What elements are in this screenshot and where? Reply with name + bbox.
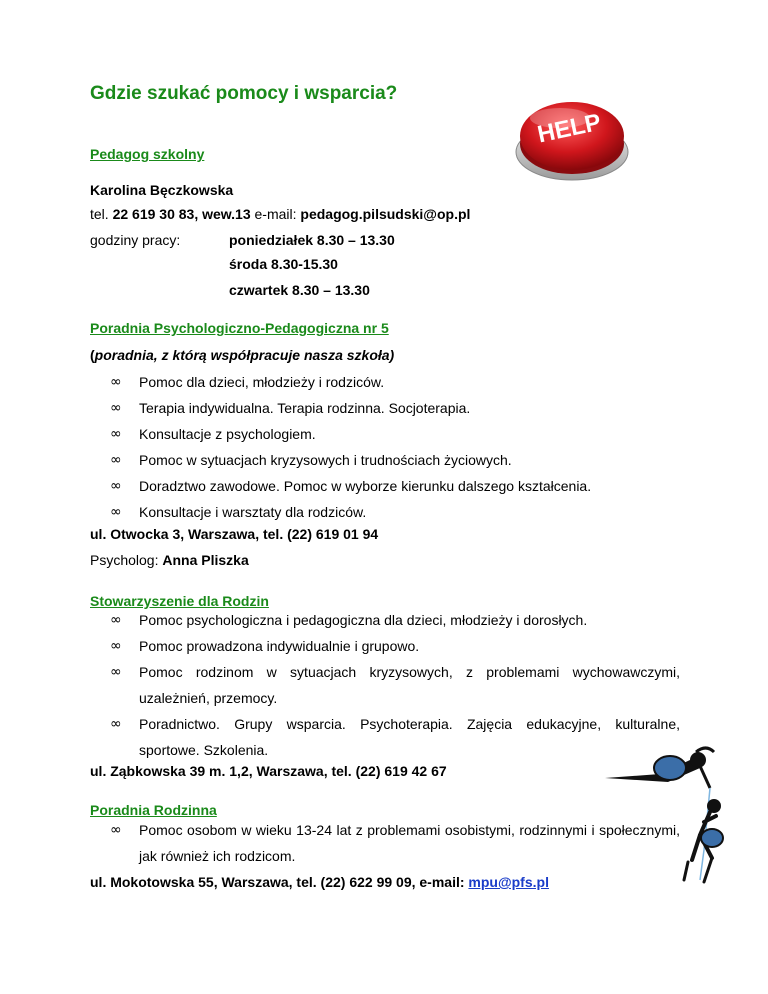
list-item-text: Konsultacje z psychologiem. [139, 426, 316, 442]
bullet-icon: ∞ [110, 478, 122, 494]
bullet-icon: ∞ [110, 822, 122, 838]
family-clinic-services-list [110, 817, 680, 869]
family-clinic-address [90, 874, 549, 890]
family-clinic-email-link[interactable]: mpu@pfs.pl [468, 874, 549, 890]
list-item [110, 447, 680, 473]
list-item-text: Poradnictwo. Grupy wsparcia. Psychoterapia. Zajęcia edukacyjne, kulturalne, sportowe. Szkolenia. [139, 716, 680, 758]
list-item-text: Pomoc dla dzieci, młodzieży i rodziców. [139, 374, 385, 390]
family-clinic-address-text: ul. Mokotowska 55, Warszawa, tel. (22) 622 99 09, e-mail: [90, 874, 465, 890]
list-item [110, 499, 680, 525]
list-item-text: Doradztwo zawodowe. Pomoc w wyborze kierunku dalszego kształcenia. [139, 478, 592, 494]
ppp-note-paren: ( [90, 347, 95, 363]
bullet-icon: ∞ [110, 664, 122, 680]
bullet-icon: ∞ [110, 426, 122, 442]
list-item-text: Konsultacje i warsztaty dla rodziców. [139, 504, 367, 520]
list-item-text: Pomoc prowadzona indywidualnie i grupowo. [139, 638, 420, 654]
list-item-text: Pomoc rodzinom w sytuacjach kryzysowych, z problemami wychowawczymi, uzależnień, przemocy. [139, 664, 680, 706]
hours-label: godziny pracy: [90, 232, 181, 248]
email-label: e-mail: [254, 206, 297, 222]
list-item [110, 659, 680, 711]
pedagogue-contact [90, 206, 470, 222]
psychologist-name: Anna Pliszka [162, 552, 249, 568]
list-item-text: Pomoc psychologiczna i pedagogiczna dla dzieci, młodzieży i dorosłych. [139, 612, 588, 628]
list-item [110, 369, 680, 395]
psychologist-label: Psycholog: [90, 552, 159, 568]
list-item [110, 473, 680, 499]
list-item-text: Pomoc w sytuacjach kryzysowych i trudnościach życiowych. [139, 452, 512, 468]
bullet-icon: ∞ [110, 400, 122, 416]
association-services-list [110, 607, 680, 763]
tel-value: 22 619 30 83, wew.13 [112, 206, 251, 222]
bullet-icon: ∞ [110, 504, 122, 520]
list-item-text: Terapia indywidualna. Terapia rodzinna. Socjoterapia. [139, 400, 471, 416]
ppp-psychologist [90, 552, 249, 568]
pedagogue-name: Karolina Bęczkowska [90, 182, 234, 198]
bullet-icon: ∞ [110, 612, 122, 628]
bullet-icon: ∞ [110, 638, 122, 654]
list-item [110, 395, 680, 421]
climbers-illustration-icon [600, 730, 735, 890]
hours-thursday: czwartek 8.30 – 13.30 [229, 282, 370, 298]
list-item-text: Pomoc osobom w wieku 13-24 lat z problemami osobistymi, rodzinnymi i społecznymi, jak również ich rodzicom. [139, 822, 680, 864]
page-title: Gdzie szukać pomocy i wsparcia? [90, 83, 398, 104]
list-item [110, 607, 680, 633]
ppp-address: ul. Otwocka 3, Warszawa, tel. (22) 619 01 94 [90, 526, 379, 542]
ppp-services-list [110, 369, 680, 525]
hours-wednesday: środa 8.30-15.30 [229, 256, 338, 272]
association-address: ul. Ząbkowska 39 m. 1,2, Warszawa, tel. (22) 619 42 67 [90, 763, 447, 779]
ppp-note-text: poradnia, z którą współpracuje nasza szkoła) [94, 347, 395, 363]
list-item [110, 817, 680, 869]
section-heading-association: Stowarzyszenie dla Rodzin [90, 593, 269, 609]
help-button-icon [512, 92, 632, 184]
hours-monday: poniedziałek 8.30 – 13.30 [229, 232, 395, 248]
list-item [110, 633, 680, 659]
list-item [110, 711, 680, 763]
tel-label: tel. [90, 206, 109, 222]
bullet-icon: ∞ [110, 374, 122, 390]
bullet-icon: ∞ [110, 452, 122, 468]
email-value: pedagog.pilsudski@op.pl [300, 206, 471, 222]
list-item [110, 421, 680, 447]
section-heading-family-clinic: Poradnia Rodzinna [90, 802, 217, 818]
section-heading-school-pedagogue: Pedagog szkolny [90, 146, 205, 162]
bullet-icon: ∞ [110, 716, 122, 732]
help-button-label: HELP [535, 108, 604, 149]
ppp-note [90, 347, 394, 363]
section-heading-ppp: Poradnia Psychologiczno-Pedagogiczna nr 5 [90, 320, 389, 336]
